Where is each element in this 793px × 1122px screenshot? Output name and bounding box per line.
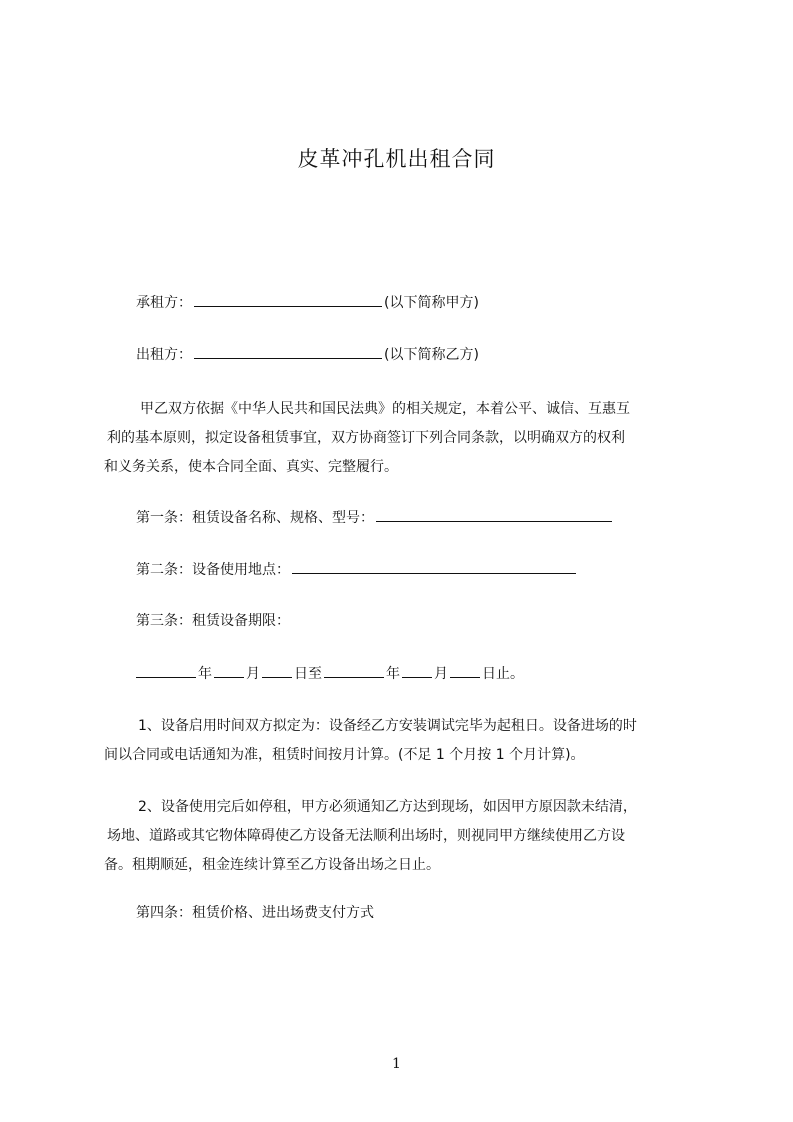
intro-line-1: 甲乙双方依据《中华人民共和国民法典》的相关规定，本着公平、诚信、互惠互 [140,401,630,417]
article-1-blank [376,507,612,522]
document-title: 皮革冲孔机出租合同 [297,147,496,171]
intro-paragraph [104,395,696,482]
article-4-line [136,903,374,923]
page-number: 1 [392,1056,401,1072]
lessee-blank [194,292,382,307]
end-day-blank [450,663,480,678]
lessee-line [136,292,479,313]
intro-line-3: 和义务关系，使本合同全面、真实、完整履行。 [104,459,398,475]
clause-2-line-1: 2、设备使用完后如停租，甲方必须通知乙方达到现场，如因甲方原因款未结清， [138,799,637,815]
start-day-blank [262,663,292,678]
lessor-label: 出租方： [136,347,192,363]
end-year-label: 年 [386,666,400,682]
lessee-label: 承租方： [136,295,192,311]
start-year-blank [136,663,196,678]
start-month-label: 月 [246,666,260,682]
end-day-label: 日止。 [482,666,524,682]
start-year-label: 年 [198,666,212,682]
clause-2-line-2: 场地、道路或其它物体障碍使乙方设备无法顺利出场时，则视同甲方继续使用乙方设 [107,828,625,844]
clause-1-paragraph [104,712,696,770]
clause-1-line-1: 1、设备启用时间双方拟定为：设备经乙方安装调试完毕为起租日。设备进场的时 [138,718,637,734]
end-month-blank [402,663,432,678]
article-4-label: 第四条：租赁价格、进出场费支付方式 [136,905,374,921]
end-year-blank [324,663,384,678]
lessor-suffix: (以下简称乙方) [384,347,479,363]
article-2-line [136,559,578,580]
clause-2-line-3: 备。租期顺延，租金连续计算至乙方设备出场之日止。 [104,857,440,873]
start-month-blank [214,663,244,678]
clause-1-line-2: 间以合同或电话通知为准，租赁时间按月计算。(不足 1 个月按 1 个月计算)。 [104,747,585,763]
end-month-label: 月 [434,666,448,682]
article-1-line [136,507,614,528]
article-3-label: 第三条：租赁设备期限： [136,613,290,629]
lessor-blank [194,344,382,359]
clause-2-paragraph [104,793,696,880]
article-2-blank [292,559,576,574]
article-3-line [136,611,290,631]
lease-period-line [136,663,524,684]
article-2-label: 第二条：设备使用地点： [136,562,290,578]
lessee-suffix: (以下简称甲方) [384,295,479,311]
intro-line-2: 利的基本原则，拟定设备租赁事宜，双方协商签订下列合同条款，以明确双方的权利 [107,430,625,446]
start-day-label: 日至 [294,666,322,682]
lessor-line [136,344,479,365]
article-1-label: 第一条：租赁设备名称、规格、型号： [136,510,374,526]
